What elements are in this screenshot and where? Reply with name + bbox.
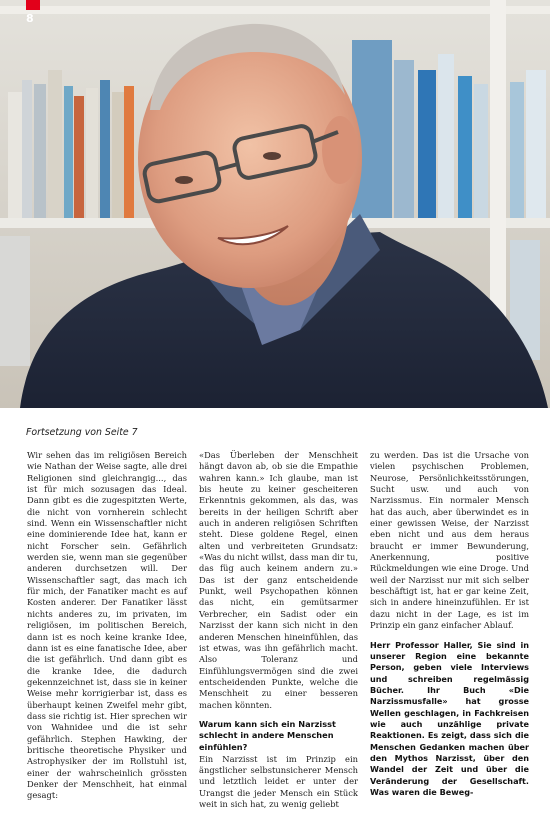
article-column-3 <box>370 450 529 798</box>
paragraph: «Das Überleben der Menschheit hängt davon ab, ob sie die Empathie wahren kann.» Ich glaube, man ist bis heute zu keiner gescheiteren Erkenntnis gekommen, als das, was bereits in der heiligen Schrift aber auch in anderen religiösen Schriften steht. Diese goldene Regel, einen alten und verbreiteten Grundsatz: «Was du nicht willst, dass man dir tu, das füg auch keinem andern zu.» Das ist der ganz entscheidende Punkt, weil Psychopathen können das nicht, ein gemütsarmer Verbrecher, ein Sadist oder ein Narzisst der kann sich nicht in den anderen Menschen hineinfühlen, das ist etwas, was ihn gefährlich macht. Also Toleranz und Einfühlungsvermögen sind die zwei entscheidenden Punkte, welche die Menschheit zu einer besseren machen könnten. <box>199 450 358 710</box>
bookshelf-background <box>0 0 550 408</box>
page-number-marker <box>26 0 40 10</box>
article-column-1 <box>27 450 187 810</box>
page-number: 8 <box>26 12 34 25</box>
interview-question: Warum kann sich ein Narzisst schlecht in andere Menschen einfühlen? <box>199 718 336 752</box>
portrait-photo <box>0 0 550 408</box>
paragraph: Wir sehen das im religiösen Bereich wie Nathan der Weise sagte, alle drei Religionen sind gleichrangig..., das ist für mich sozusagen das Ideal. Dann gibt es die zugespitzten Werte, die nicht von vornherein schlecht sind. Wenn ein Wissenschaftler nicht eine dominierende Idee hat, kann er nicht Forscher sein. Gefährlich werden sie, wenn man sie gegenüber anderen durchsetzen will. Der Wissenschaftler sagt, das mach ich für mich, der Fanatiker macht es auf Kosten anderer. Der Fanatiker lässt nichts anderes zu, im privaten, im religiösen, im politischen Bereich, dann ist es noch keine kranke Idee, dann ist es eine fanatische Idee, aber die ist gefährlich. Und dann gibt es die kranke Idee, die dadurch gekennzeichnet ist, dass sie in keiner Weise mehr korrigierbar ist, dass es überhaupt keinen Zweifel mehr gibt, dass sie richtig ist. Hier sprechen wir von Wahnidee und die ist sehr gefährlich. Stephen Hawking, der britische theoretische Physiker und Astrophysiker der im Rollstuhl ist, einer der wahrscheinlich grössten Denker der Menschheit, hat einmal gesagt: <box>27 450 187 801</box>
paragraph: Ein Narzisst ist im Prinzip ein ängstlicher selbstunsicherer Mensch und letztlich leidet er unter der Urangst die jeder Mensch ein Stück weit in sich hat, zu wenig geliebt <box>199 753 358 810</box>
article-column-2 <box>199 450 358 819</box>
interview-question: Herr Professor Haller, Sie sind in unserer Region eine bekannte Person, geben viele Interviews und schreiben regelmässig Bücher. Ihr Buch «Die Narzissmusfalle» hat grosse Wellen geschlagen, in Fachkreisen wie auch unzählige private Reaktionen. Es zeigt, dass sich die Menschen Gedanken machen über den Mythos Narzisst, über den Wandel der Zeit und über die Veränderung der Gesellschaft. Was waren die Beweg- <box>370 639 529 797</box>
continuation-note: Fortsetzung von Seite 7 <box>26 427 138 438</box>
paragraph: zu werden. Das ist die Ursache von vielen psychischen Problemen, Neurose, Persönlichkeitsstörungen, Sucht usw. und auch von Narzissmus. Ein normaler Mensch hat das auch, aber überwindet es in einer gewissen Weise, der Narzisst eben nicht und aus dem heraus braucht er immer Bewunderung, Anerkennung, positive Rückmeldungen wie eine Droge. Und weil der Narzisst nur mit sich selber beschäftigt ist, hat er gar keine Zeit, sich in andere hineinzufühlen. Er ist dazu nicht in der Lage, es ist im Prinzip ein ganz einfacher Ablauf. <box>370 450 529 631</box>
